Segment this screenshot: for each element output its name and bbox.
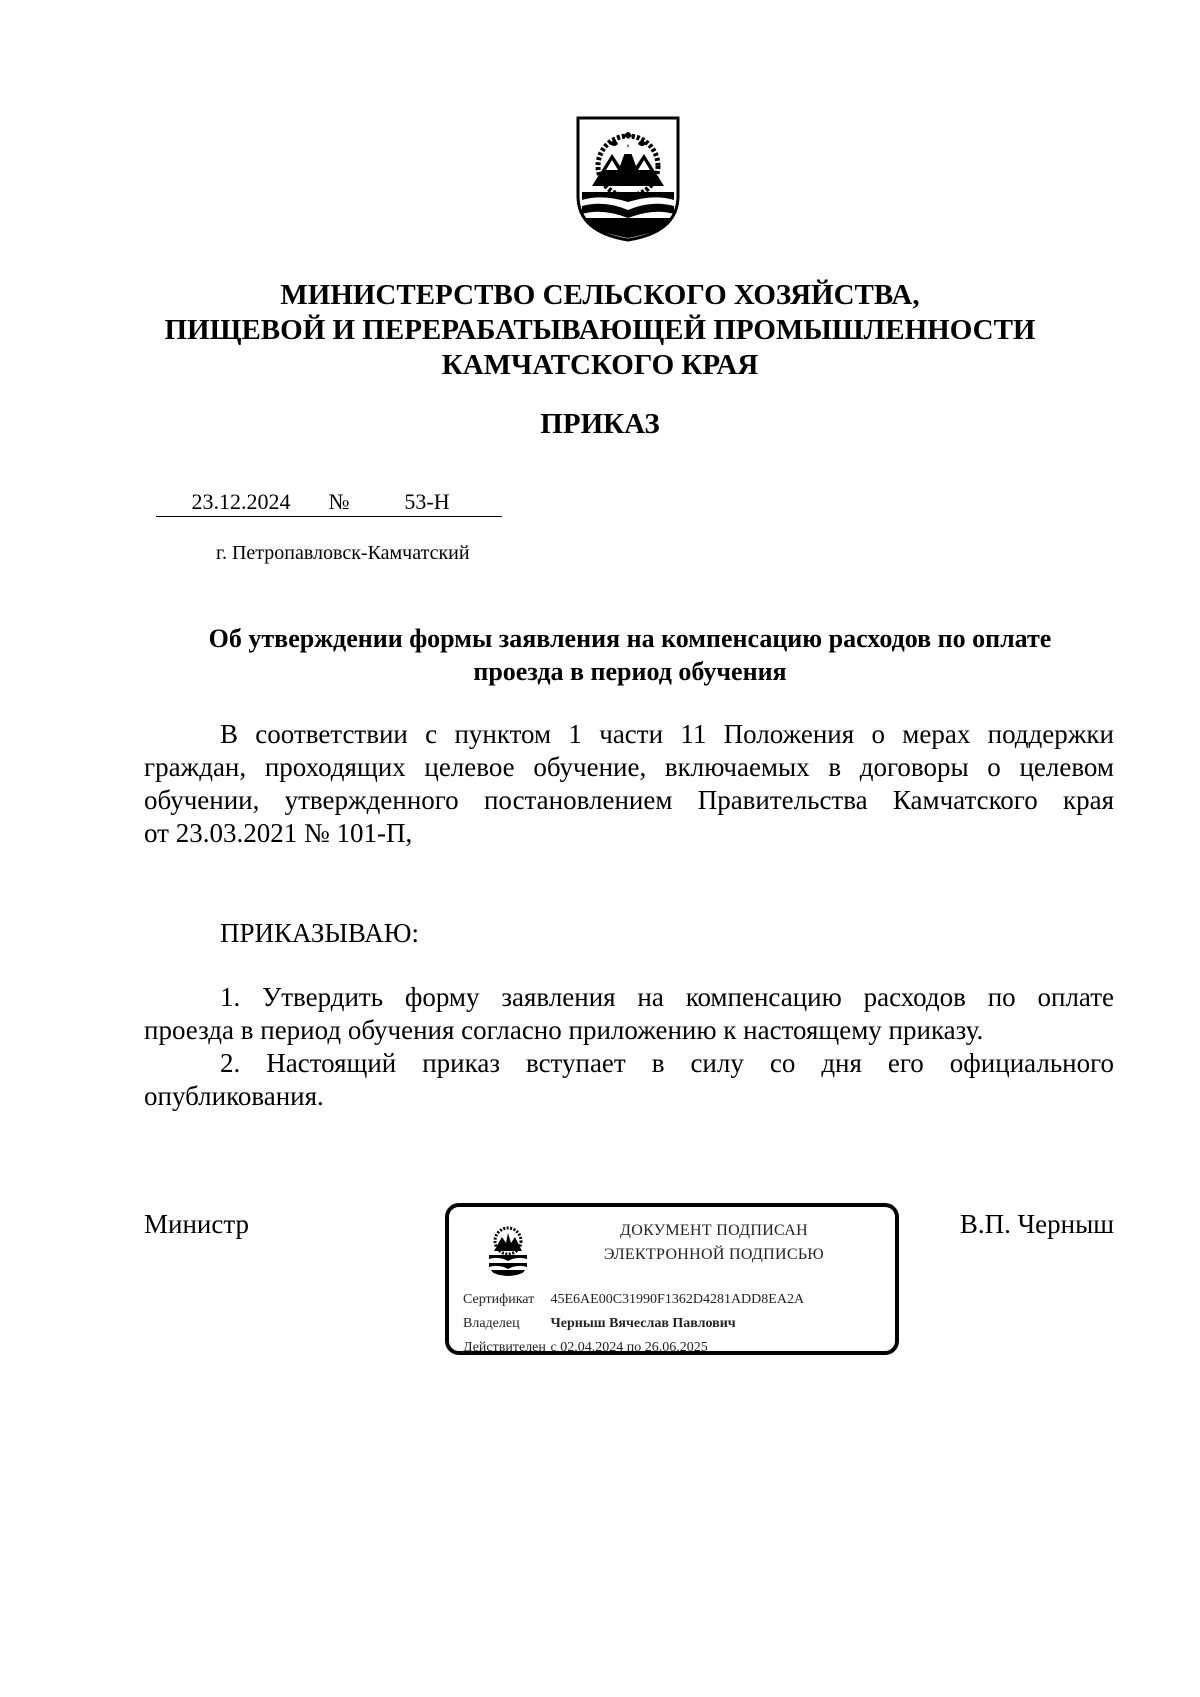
order-item-1 [144, 981, 1114, 1047]
order-subject [140, 622, 1120, 688]
certificate-value: 45E6AE00C31990F1362D4281ADD8EA2A [550, 1292, 805, 1307]
signatory-position: Министр [144, 1209, 249, 1239]
ministry-line: МИНИСТЕРСТВО СЕЛЬСКОГО ХОЗЯЙСТВА, [280, 279, 920, 311]
signatory-name: В.П. Черныш [959, 1209, 1114, 1239]
stamp-header [549, 1219, 879, 1267]
coat-of-arms-icon [485, 1223, 531, 1277]
number-sign: № [326, 488, 352, 517]
paragraph-line: 2. Настоящий приказ вступает в силу со дня его официального [220, 1048, 1114, 1078]
validity-label: Действителен [463, 1340, 546, 1355]
subject-line: проезда в период обучения [473, 657, 787, 686]
stamp-header-line: ЭЛЕКТРОННОЙ ПОДПИСЬЮ [603, 1246, 825, 1263]
paragraph-line: от 23.03.2021 № 101-П, [144, 818, 413, 848]
electronic-signature-stamp [445, 1203, 899, 1355]
paragraph-line: опубликования. [144, 1081, 324, 1111]
ministry-line: КАМЧАТСКОГО КРАЯ [441, 349, 759, 381]
paragraph-line: граждан, проходящих целевое обучение, включаемых в договоры о целевом [144, 752, 1114, 782]
order-number: 53-Н [352, 488, 502, 517]
certificate-row [463, 1291, 804, 1309]
paragraph-line: 1. Утвердить форму заявления на компенсацию расходов по оплате [220, 982, 1114, 1012]
validity-value: с 02.04.2024 по 26.06.2025 [550, 1340, 708, 1355]
paragraph-line: В соответствии с пунктом 1 части 11 Положения о мерах поддержки [220, 719, 1114, 749]
paragraph-line: обучении, утвержденного постановлением Правительства Камчатского края [144, 785, 1114, 815]
subject-line: Об утверждении формы заявления на компенсацию расходов по оплате [208, 624, 1052, 653]
stamp-header-line: ДОКУМЕНТ ПОДПИСАН [620, 1222, 808, 1239]
order-item-2 [144, 1047, 1114, 1113]
validity-row [463, 1339, 708, 1357]
order-date-number [156, 488, 502, 517]
preamble-paragraph [144, 718, 1114, 850]
owner-label: Владелец [463, 1316, 520, 1331]
city-name: г. Петропавловск-Камчатский [216, 542, 470, 564]
order-directive: ПРИКАЗЫВАЮ: [220, 918, 419, 948]
document-type-title: ПРИКАЗ [540, 408, 660, 440]
owner-value: Черныш Вячеслав Павлович [550, 1316, 736, 1331]
ministry-name [100, 278, 1100, 383]
order-date: 23.12.2024 [156, 488, 326, 517]
ministry-line: ПИЩЕВОЙ И ПЕРЕРАБАТЫВАЮЩЕЙ ПРОМЫШЛЕННОСТИ [164, 314, 1036, 346]
kamchatka-coat-of-arms [574, 114, 682, 242]
certificate-label: Сертификат [463, 1292, 535, 1307]
coat-of-arms-icon [574, 114, 682, 242]
stamp-emblem [485, 1223, 531, 1277]
paragraph-line: проезда в период обучения согласно приложению к настоящему приказу. [144, 1015, 984, 1045]
owner-row [463, 1315, 736, 1333]
